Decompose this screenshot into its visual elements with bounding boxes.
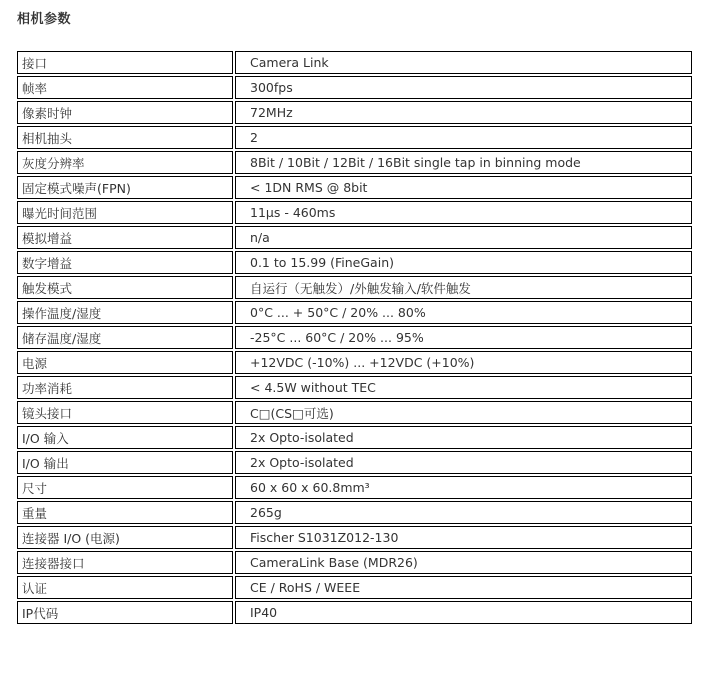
spec-value: CameraLink Base (MDR26) <box>235 551 692 574</box>
spec-label: 连接器 I/O (电源) <box>17 526 233 549</box>
spec-value: 2 <box>235 126 692 149</box>
spec-value: +12VDC (-10%) ... +12VDC (+10%) <box>235 351 692 374</box>
spec-value: n/a <box>235 226 692 249</box>
spec-value: -25°C ... 60°C / 20% ... 95% <box>235 326 692 349</box>
spec-value: 265g <box>235 501 692 524</box>
spec-row <box>17 126 692 149</box>
spec-label: 帧率 <box>17 76 233 99</box>
spec-value: 300fps <box>235 76 692 99</box>
spec-value: 8Bit / 10Bit / 12Bit / 16Bit single tap in binning mode <box>235 151 692 174</box>
spec-label: 曝光时间范围 <box>17 201 233 224</box>
spec-value: CE / RoHS / WEEE <box>235 576 692 599</box>
spec-row <box>17 301 692 324</box>
spec-value: 2x Opto-isolated <box>235 426 692 449</box>
spec-row <box>17 51 692 74</box>
spec-row <box>17 326 692 349</box>
spec-label: 像素时钟 <box>17 101 233 124</box>
spec-label: I/O 输出 <box>17 451 233 474</box>
spec-value: 0.1 to 15.99 (FineGain) <box>235 251 692 274</box>
spec-row <box>17 351 692 374</box>
spec-label: 连接器接口 <box>17 551 233 574</box>
spec-row <box>17 376 692 399</box>
spec-label: 操作温度/湿度 <box>17 301 233 324</box>
spec-label: 灰度分辨率 <box>17 151 233 174</box>
spec-label: 储存温度/湿度 <box>17 326 233 349</box>
spec-row <box>17 76 692 99</box>
spec-label: 接口 <box>17 51 233 74</box>
camera-spec-table <box>15 49 694 626</box>
spec-value: 自运行（无触发）/外触发输入/软件触发 <box>235 276 692 299</box>
spec-table-body <box>17 51 692 624</box>
spec-value: 60 x 60 x 60.8mm³ <box>235 476 692 499</box>
spec-label: 数字增益 <box>17 251 233 274</box>
spec-row <box>17 476 692 499</box>
spec-value: 2x Opto-isolated <box>235 451 692 474</box>
spec-value: 0°C ... + 50°C / 20% ... 80% <box>235 301 692 324</box>
spec-row <box>17 276 692 299</box>
spec-label: 模拟增益 <box>17 226 233 249</box>
spec-row <box>17 601 692 624</box>
spec-row <box>17 451 692 474</box>
spec-row <box>17 226 692 249</box>
spec-row <box>17 426 692 449</box>
spec-row <box>17 501 692 524</box>
spec-row <box>17 576 692 599</box>
spec-label: 尺寸 <box>17 476 233 499</box>
spec-row <box>17 526 692 549</box>
spec-label: 固定模式噪声(FPN) <box>17 176 233 199</box>
spec-row <box>17 201 692 224</box>
spec-row <box>17 151 692 174</box>
spec-row <box>17 101 692 124</box>
spec-row <box>17 401 692 424</box>
spec-value: 11μs - 460ms <box>235 201 692 224</box>
spec-label: IP代码 <box>17 601 233 624</box>
spec-label: 认证 <box>17 576 233 599</box>
spec-label: 功率消耗 <box>17 376 233 399</box>
spec-label: 镜头接口 <box>17 401 233 424</box>
spec-value: Camera Link <box>235 51 692 74</box>
spec-value: < 1DN RMS @ 8bit <box>235 176 692 199</box>
spec-value: IP40 <box>235 601 692 624</box>
spec-label: 重量 <box>17 501 233 524</box>
spec-label: 电源 <box>17 351 233 374</box>
spec-label: I/O 输入 <box>17 426 233 449</box>
spec-value: C□(CS□可选) <box>235 401 692 424</box>
spec-value: 72MHz <box>235 101 692 124</box>
page-title: 相机参数 <box>17 12 72 27</box>
spec-label: 相机抽头 <box>17 126 233 149</box>
spec-value: < 4.5W without TEC <box>235 376 692 399</box>
spec-row <box>17 176 692 199</box>
spec-label: 触发模式 <box>17 276 233 299</box>
spec-value: Fischer S1031Z012-130 <box>235 526 692 549</box>
spec-row <box>17 251 692 274</box>
spec-row <box>17 551 692 574</box>
